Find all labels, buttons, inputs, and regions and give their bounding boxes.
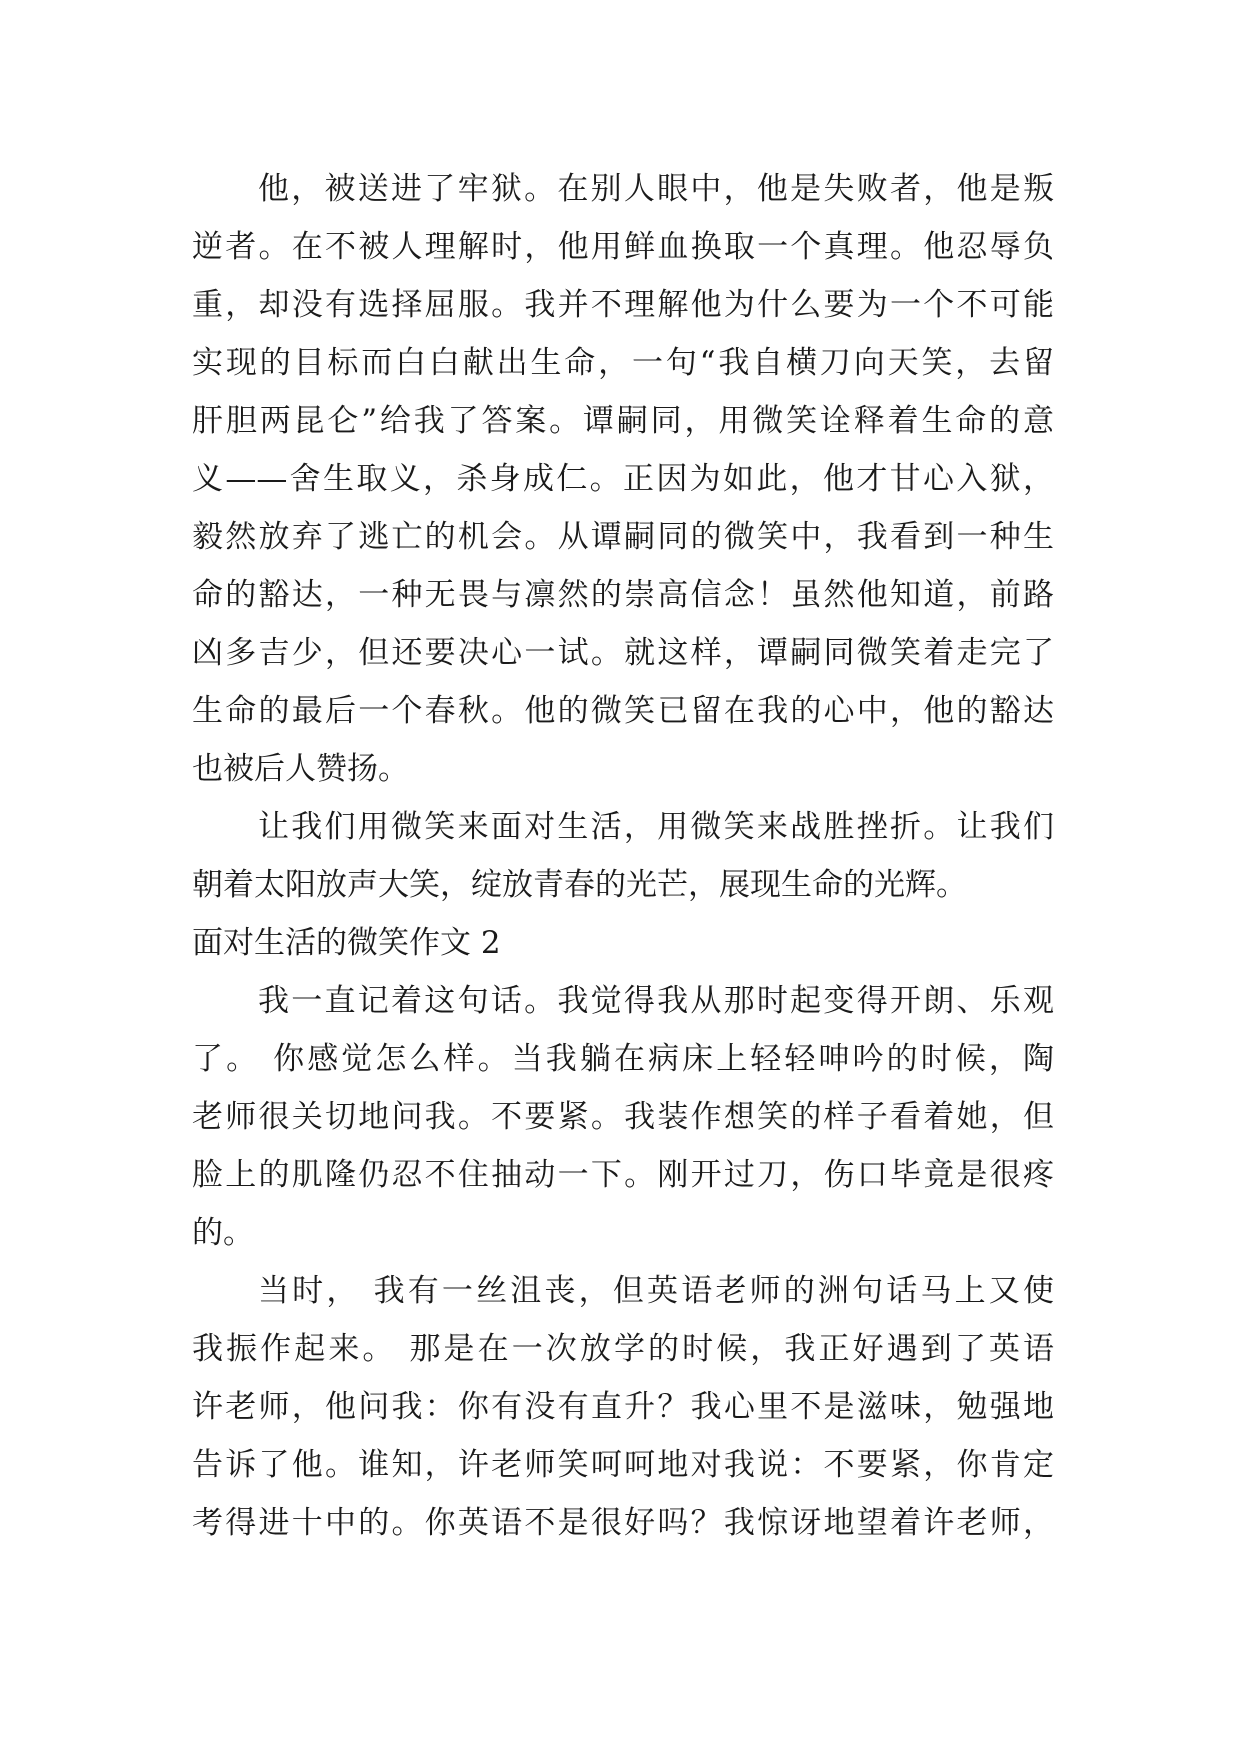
text-line: 脸上的肌隆仍忍不住抽动一下。刚开过刀，伤口毕竟是很疼: [192, 1157, 1054, 1193]
text-line: 了。 你感觉怎么样。当我躺在病床上轻轻呻吟的时候，陶: [192, 1041, 1054, 1077]
text-line: 当时， 我有一丝沮丧，但英语老师的洲句话马上又使: [258, 1273, 1054, 1309]
text-line: 我振作起来。 那是在一次放学的时候，我正好遇到了英语: [192, 1331, 1054, 1367]
text-line: 老师很关切地问我。不要紧。我装作想笑的样子看着她，但: [192, 1099, 1054, 1135]
text-line: 我一直记着这句话。我觉得我从那时起变得开朗、乐观: [258, 983, 1054, 1019]
text-line: 也被后人赞扬。: [192, 751, 409, 787]
text-line: 逆者。在不被人理解时，他用鲜血换取一个真理。他忍辱负: [192, 229, 1054, 265]
text-line: 他，被送进了牢狱。在别人眼中，他是失败者，他是叛: [258, 171, 1054, 207]
text-line: 让我们用微笑来面对生活，用微笑来战胜挫折。让我们: [258, 809, 1054, 845]
text-line: 命的豁达，一种无畏与凛然的崇高信念！虽然他知道，前路: [192, 577, 1054, 613]
text-line: 朝着太阳放声大笑，绽放青春的光芒，展现生命的光辉。: [192, 867, 967, 903]
text-line: 肝胆两昆仑”给我了答案。谭嗣同，用微笑诠释着生命的意: [192, 403, 1054, 439]
document-body: [192, 160, 1062, 1552]
text-line: 的。: [192, 1215, 254, 1251]
text-line: 重，却没有选择屈服。我并不理解他为什么要为一个不可能: [192, 287, 1054, 323]
text-line: 毅然放弃了逃亡的机会。从谭嗣同的微笑中，我看到一种生: [192, 519, 1054, 555]
text-line: 考得进十中的。你英语不是很好吗？我惊讶地望着许老师，: [192, 1505, 1054, 1541]
text-line: 告诉了他。谁知，许老师笑呵呵地对我说：不要紧，你肯定: [192, 1447, 1054, 1483]
text-line: 生命的最后一个春秋。他的微笑已留在我的心中，他的豁达: [192, 693, 1054, 729]
text-line: 许老师，他问我：你有没有直升？我心里不是滋味，勉强地: [192, 1389, 1054, 1425]
text-line: 凶多吉少，但还要决心一试。就这样，谭嗣同微笑着走完了: [192, 635, 1054, 671]
section-heading: 面对生活的微笑作文 2: [192, 925, 501, 961]
text-line: 实现的目标而白白献出生命，一句“我自横刀向天笑，去留: [192, 345, 1054, 381]
text-line: 义——舍生取义，杀身成仁。正因为如此，他才甘心入狱，: [192, 461, 1054, 497]
